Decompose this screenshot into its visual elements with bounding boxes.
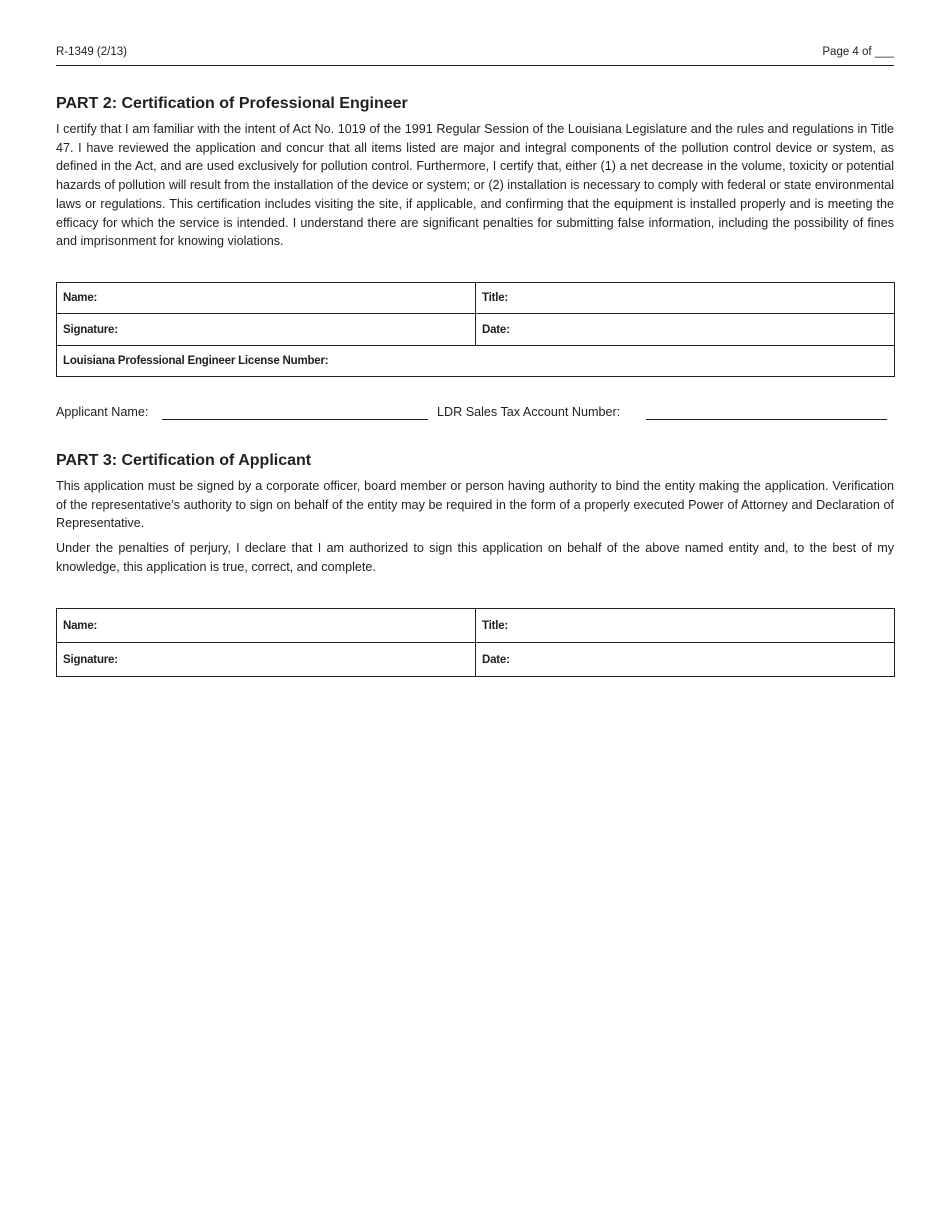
part3-title: PART 3: Certification of Applicant (56, 452, 312, 469)
part2-certification-text: I certify that I am familiar with the intent of Act No. 1019 of the 1991 Regular Session of the Louisiana Legislature and the rules and regulations in Title 47. I have reviewed the application and concur that all items listed are major and integral components of the pollution control device or system, as defined in the Act, and are used exclusively for pollution control. Furthermore, I certify that, either (1) a net decrease in the volume, toxicity or potential hazards of pollution will result from the installation of the device or system; or (2) installation is necessary to comply with federal or state environmental laws or regulations. This certification includes visiting the site, if applicable, and confirming that the equipment is installed properly and is meeting the efficacy for which the service is intended. I understand there are significant penalties for submitting false information, including the possibility of fines and imprisonment for knowing violations. (56, 122, 894, 249)
engineer-date-field[interactable]: Date: (476, 314, 895, 346)
page-number: Page 4 of ___ (822, 46, 894, 58)
engineer-title-field[interactable]: Title: (476, 283, 895, 314)
applicant-name-blank[interactable] (162, 419, 428, 420)
applicant-info-line (56, 405, 894, 425)
ldr-account-blank[interactable] (646, 419, 887, 420)
applicant-name-label: Applicant Name: (56, 405, 149, 419)
applicant-title-field[interactable]: Title: (476, 609, 895, 643)
applicant-signature-field[interactable]: Signature: (57, 643, 476, 677)
engineer-name-field[interactable]: Name: (57, 283, 476, 314)
applicant-signature-table (56, 608, 895, 677)
part3-perjury-declaration: Under the penalties of perjury, I declare that I am authorized to sign this application on behalf of the above named entity and, to the best of my knowledge, this application is true, correct, and complete. (56, 541, 894, 574)
ldr-account-label: LDR Sales Tax Account Number: (437, 405, 621, 419)
engineer-signature-table (56, 282, 895, 377)
part3-instructions-text: This application must be signed by a corporate officer, board member or person having authority to bind the entity making the application. Verification of the representative’s authority to sign on behalf of the entity may be required in the form of a properly executed Power of Attorney and Declaration of Representative. (56, 479, 894, 531)
engineer-signature-field[interactable]: Signature: (57, 314, 476, 346)
part2-title: PART 2: Certification of Professional Engineer (56, 95, 408, 112)
form-id: R-1349 (2/13) (56, 46, 127, 58)
applicant-date-field[interactable]: Date: (476, 643, 895, 677)
engineer-license-field[interactable]: Louisiana Professional Engineer License Number: (57, 346, 895, 377)
applicant-name-field[interactable]: Name: (57, 609, 476, 643)
page-header (56, 45, 894, 66)
